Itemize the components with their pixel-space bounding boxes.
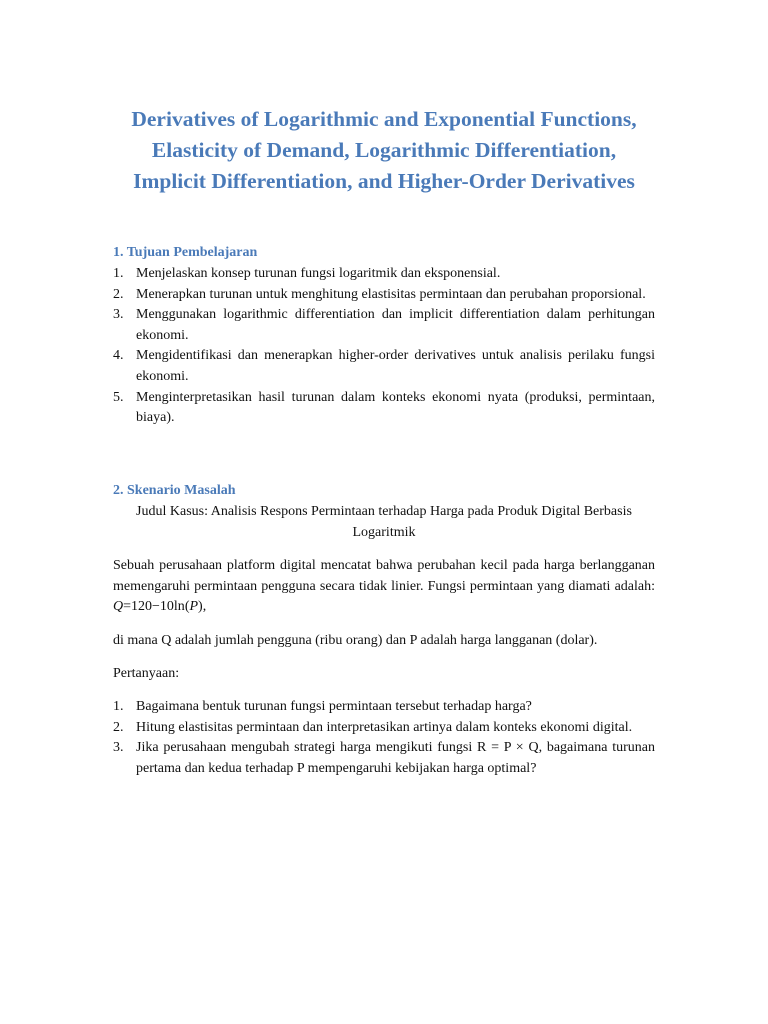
questions-list: [113, 697, 655, 779]
section-heading-tujuan: 1. Tujuan Pembelajaran: [113, 245, 258, 260]
list-number: 2.: [113, 719, 124, 735]
list-item-text: Jika perusahaan mengubah strategi harga mengikuti fungsi R = P × Q, bagaimana turunan pertama dan kedua terhadap P mempengaruhi kebijakan harga optimal?: [136, 740, 655, 776]
formula-close-paren: ): [198, 599, 203, 615]
demand-formula: [113, 599, 203, 614]
formula-open-paren: (: [184, 599, 190, 615]
list-item: [113, 285, 655, 306]
document-title: [96, 104, 672, 197]
variables-paragraph: di mana Q adalah jumlah pengguna (ribu orang) dan P adalah harga langganan (dolar).: [113, 633, 598, 648]
objectives-list: [113, 264, 655, 429]
list-item: [113, 718, 655, 739]
title-line-1: Derivatives of Logarithmic and Exponential Functions,: [131, 107, 637, 131]
list-item: [113, 346, 655, 387]
list-number: 2.: [113, 286, 124, 302]
formula-q: Q: [113, 599, 124, 615]
list-item: [113, 305, 655, 346]
list-item-text: Menjelaskan konsep turunan fungsi logaritmik dan eksponensial.: [136, 266, 501, 281]
list-item: [113, 388, 655, 429]
title-line-2: Elasticity of Demand, Logarithmic Differentiation,: [151, 138, 617, 162]
list-item-text: Bagaimana bentuk turunan fungsi permintaan tersebut terhadap harga?: [136, 699, 532, 714]
list-number: 3.: [113, 307, 124, 323]
list-number: 3.: [113, 740, 124, 756]
list-item-text: Hitung elastisitas permintaan dan interpretasikan artinya dalam konteks ekonomi digital.: [136, 719, 633, 735]
title-line-3: Implicit Differentiation, and Higher-Order Derivatives: [133, 169, 635, 193]
list-item: [113, 264, 655, 285]
list-number: 4.: [113, 348, 124, 364]
list-number: 1.: [113, 266, 124, 281]
section-heading-skenario: 2. Skenario Masalah: [113, 483, 236, 498]
formula-p: P: [189, 599, 199, 615]
list-item: [113, 697, 655, 718]
formula-comma: ,: [202, 599, 207, 615]
list-item-text: Menerapkan turunan untuk menghitung elastisitas permintaan dan perubahan proporsional.: [136, 286, 646, 302]
scenario-paragraph: [113, 556, 655, 618]
list-number: 1.: [113, 699, 124, 714]
list-item-text: Mengidentifikasi dan menerapkan higher-order derivatives untuk analisis perilaku fungsi ekonomi.: [136, 348, 655, 384]
scenario-text: Sebuah perusahaan platform digital mencatat bahwa perubahan kecil pada harga berlangganan memengaruhi permintaan pengguna secara tidak linier. Fungsi permintaan yang diamati adalah:: [113, 558, 655, 594]
list-item-text: Menginterpretasikan hasil turunan dalam konteks ekonomi nyata (produksi, permintaan, biaya).: [136, 389, 655, 426]
list-item-text: Menggunakan logarithmic differentiation dan implicit differentiation dalam perhitungan ekonomi.: [136, 307, 655, 343]
formula-body: =120−10ln: [123, 599, 185, 615]
list-number: 5.: [113, 389, 124, 405]
list-item: [113, 738, 655, 779]
questions-label: Pertanyaan:: [113, 666, 180, 681]
case-title: Judul Kasus: Analisis Respons Permintaan terhadap Harga pada Produk Digital Berbasis Logaritmik: [136, 504, 632, 540]
